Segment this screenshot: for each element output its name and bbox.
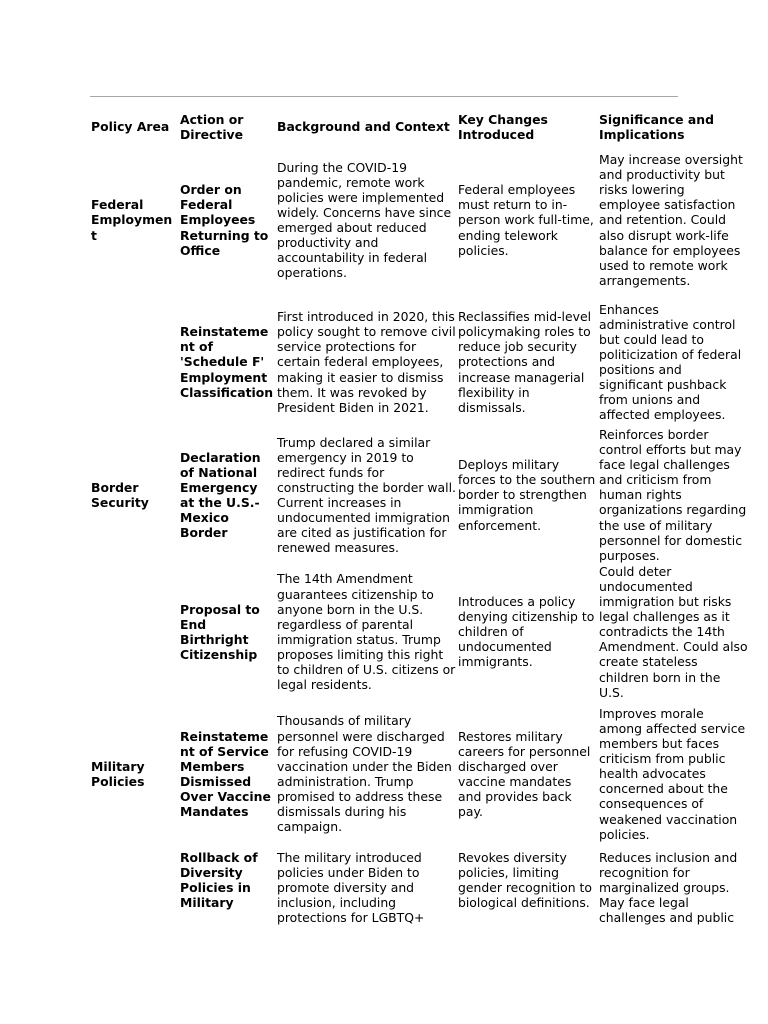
policy-area-cell: Military Policies — [91, 758, 145, 789]
action-cell: Reinstatement of 'Schedule F' Employment Classification — [180, 324, 274, 400]
key-changes-cell: Revokes diversity policies, limiting gender recognition to biological definitions. — [458, 849, 592, 911]
policy-area-cell — [90, 297, 179, 427]
table-header-row — [90, 111, 750, 143]
header-rule — [90, 96, 678, 97]
policy-area-cell: Federal Employment — [91, 197, 173, 243]
table-row — [90, 563, 750, 701]
action-cell: Proposal to End Birthright Citizenship — [180, 601, 260, 662]
header-policy-area: Policy Area — [91, 119, 170, 135]
significance-cell: Reduces inclusion and recognition for marginalized groups. May face legal challenges and public — [599, 849, 738, 926]
significance-cell: Enhances administrative control but could lead to politicization of federal positions and significant pushback from unions and affected employees. — [599, 301, 742, 423]
key-changes-cell: Deploys military forces to the southern border to strengthen immigration enforcement. — [458, 457, 596, 533]
header-background: Background and Context — [277, 119, 450, 135]
policy-area-cell: Border Security — [91, 479, 149, 510]
significance-cell: Reinforces border control efforts but may face legal challenges and criticism from human rights organizations regarding the use of military personnel for domestic purposes. — [599, 427, 747, 563]
policy-area-cell — [90, 563, 179, 701]
key-changes-cell: Restores military careers for personnel discharged over vaccine mandates and provides back pay. — [458, 728, 591, 820]
background-cell: The 14th Amendment guarantees citizenship to anyone born in the U.S. regardless of parental immigration status. Trump proposes limiting this right to children of U.S. citizens or legal residents. — [277, 571, 456, 693]
header-action: Action or Directive — [180, 111, 244, 142]
action-cell: Declaration of National Emergency at the U.S.-Mexico Border — [180, 449, 261, 541]
significance-cell: Improves morale among affected service members but faces criticism from public health advocates concerned about the consequences of weakened vaccination policies. — [599, 705, 746, 842]
action-cell: Rollback of Diversity Policies in Military — [180, 849, 258, 911]
significance-cell: May increase oversight and productivity but risks lowering employee satisfaction and retention. Could also disrupt work-life balance for employees used to remote work arrangements. — [599, 152, 743, 288]
background-cell: The military introduced policies under Biden to promote diversity and inclusion, including protections for LGBTQ+ — [277, 849, 425, 926]
action-cell: Reinstatement of Service Members Dismissed Over Vaccine Mandates — [180, 728, 271, 820]
significance-cell: Could deter undocumented immigration but risks legal challenges as it contradicts the 14th Amendment. Could also create stateless children born in the U.S. — [599, 563, 748, 700]
table-row — [90, 143, 750, 297]
background-cell: During the COVID-19 pandemic, remote work policies were implemented widely. Concerns have since emerged about reduced productivity and accountability in federal operations. — [277, 159, 452, 281]
header-key-changes: Key Changes Introduced — [458, 111, 548, 142]
policy-table — [90, 111, 750, 925]
header-significance: Significance and Implications — [599, 111, 714, 142]
key-changes-cell: Federal employees must return to in-person work full-time, ending telework policies. — [458, 182, 594, 258]
key-changes-cell: Reclassifies mid-level policymaking roles to reduce job security protections and increase managerial flexibility in dismissals. — [458, 309, 592, 415]
background-cell: Thousands of military personnel were discharged for refusing COVID-19 vaccination under the Biden administration. Trump promised to address these dismissals during his campaign. — [277, 713, 452, 835]
table-row — [90, 701, 750, 847]
table-row — [90, 847, 750, 925]
background-cell: First introduced in 2020, this policy sought to remove civil service protections for certain federal employees, making it easier to dismiss them. It was revoked by President Biden in 2021. — [277, 309, 456, 415]
table-row — [90, 297, 750, 427]
policy-area-cell — [90, 847, 179, 925]
key-changes-cell: Introduces a policy denying citizenship to children of undocumented immigrants. — [458, 594, 595, 670]
background-cell: Trump declared a similar emergency in 2019 to redirect funds for constructing the border wall. Current increases in undocumented immigration are cited as justification for renewed measures. — [277, 434, 456, 556]
action-cell: Order on Federal Employees Returning to Office — [180, 182, 269, 258]
table-row — [90, 427, 750, 563]
